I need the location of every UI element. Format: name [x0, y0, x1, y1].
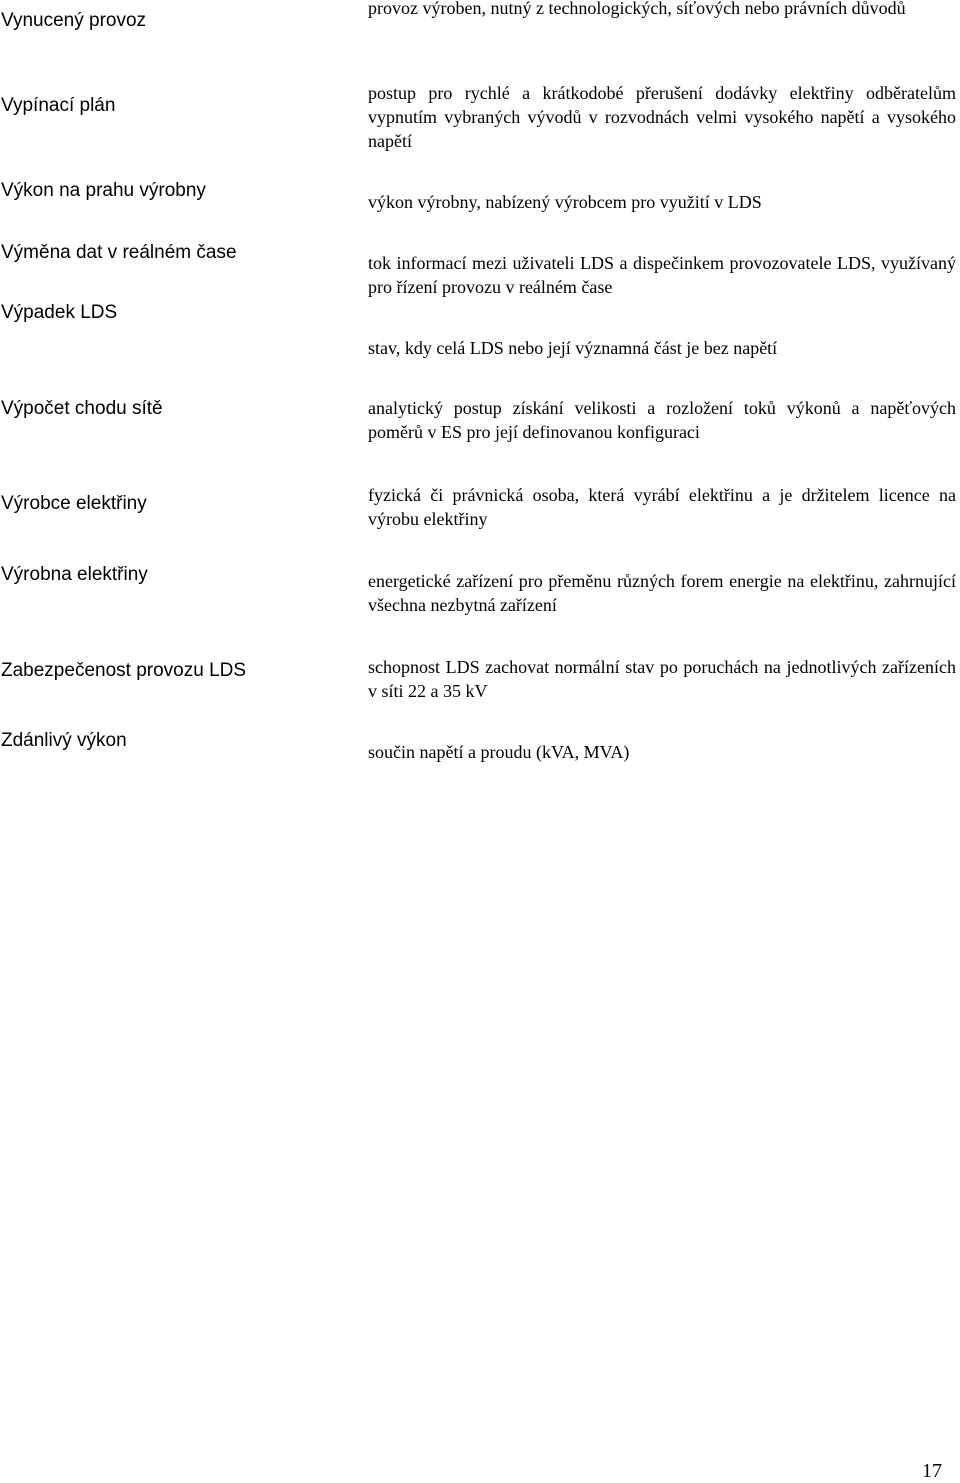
glossary-definition: analytický postup získání velikosti a rozložení toků výkonů a napěťových poměrů v ES pro její definovanou konfiguraci	[368, 398, 956, 442]
glossary-definition: postup pro rychlé a krátkodobé přerušení dodávky elektřiny odběratelům vypnutím vybraných vývodů v rozvodnách velmi vysokého napětí a vysokého napětí	[368, 83, 956, 151]
glossary-term: Zdánlivý výkon	[1, 730, 127, 751]
glossary-definition: stav, kdy celá LDS nebo její významná část je bez napětí	[368, 338, 778, 358]
glossary-definition: fyzická či právnická osoba, která vyrábí elektřinu a je držitelem licence na výrobu elektřiny	[368, 485, 956, 529]
glossary-definition: energetické zařízení pro přeměnu různých forem energie na elektřinu, zahrnující všechna nezbytná zařízení	[368, 571, 956, 615]
glossary-term: Výpočet chodu sítě	[1, 398, 163, 419]
glossary-term: Výrobce elektřiny	[1, 493, 147, 514]
glossary-definition: součin napětí a proudu (kVA, MVA)	[368, 742, 630, 762]
page-number: 17	[922, 1460, 942, 1482]
glossary-term: Zabezpečenost provozu LDS	[1, 660, 247, 681]
glossary-term: Výpadek LDS	[1, 302, 118, 323]
glossary-definition: výkon výrobny, nabízený výrobcem pro využití v LDS	[368, 192, 762, 212]
glossary-term: Výkon na prahu výrobny	[1, 180, 206, 201]
glossary-definition: schopnost LDS zachovat normální stav po poruchách na jednotlivých zařízeních v síti 22 a 35 kV	[368, 657, 956, 701]
glossary-definition: provoz výroben, nutný z technologických, síťových nebo právních důvodů	[368, 0, 906, 18]
glossary-term: Výrobna elektřiny	[1, 564, 148, 585]
glossary-definition: tok informací mezi uživateli LDS a dispečinkem provozovatele LDS, využívaný pro řízení provozu v reálném čase	[368, 253, 956, 297]
glossary-term: Výměna dat v reálném čase	[1, 242, 237, 263]
glossary-term: Vynucený provoz	[1, 10, 147, 31]
glossary-term: Vypínací plán	[1, 95, 116, 116]
